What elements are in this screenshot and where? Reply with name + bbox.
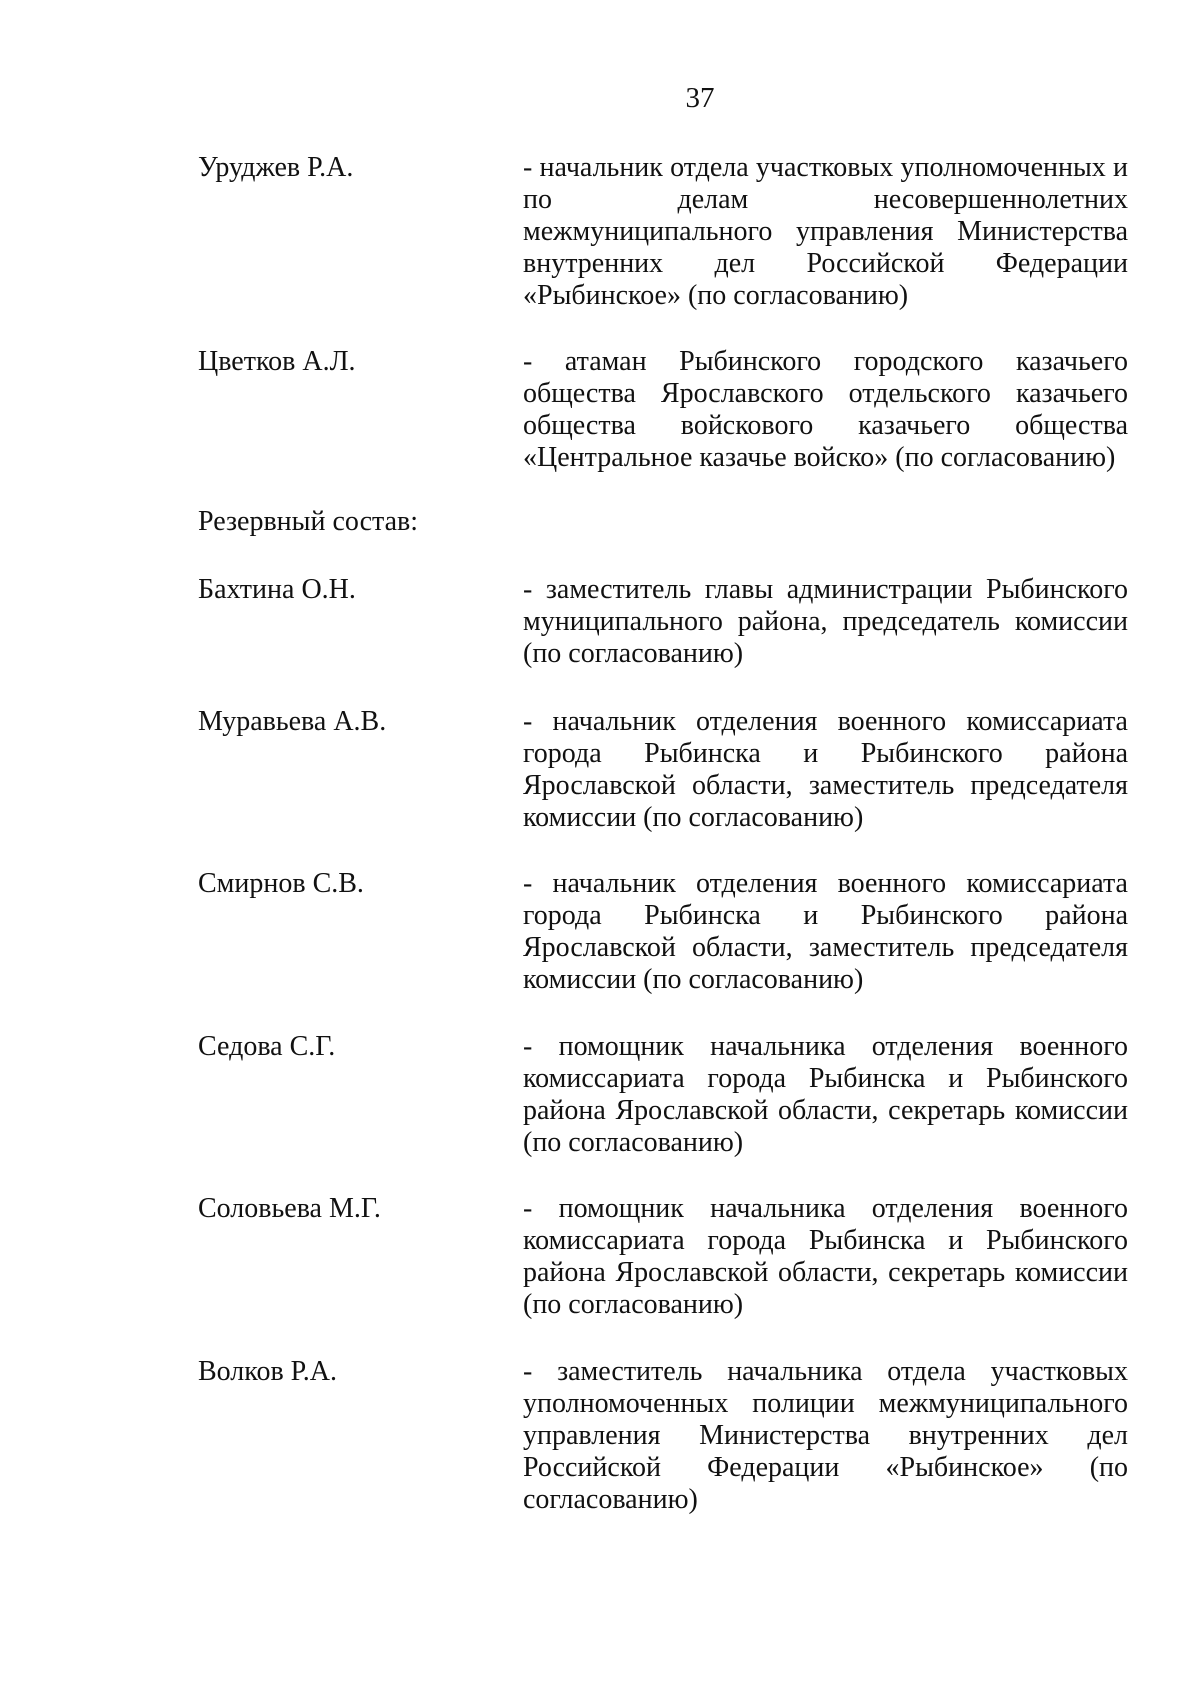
- member-name: Смирнов С.В.: [198, 868, 364, 899]
- reserve-member-entry: [198, 868, 1128, 996]
- reserve-member-entry: [198, 1031, 1128, 1159]
- member-role: - атаман Рыбинского городского казачьего общества Ярославского отдельского казачьего общества войскового казачьего общества «Центральное казачье войско» (по согласованию): [523, 346, 1128, 473]
- member-name: Соловьева М.Г.: [198, 1193, 381, 1224]
- member-role: - начальник отделения военного комиссариата города Рыбинска и Рыбинского района Ярославской области, заместитель председателя комиссии (по согласованию): [523, 706, 1128, 833]
- reserve-member-entry: [198, 1356, 1128, 1516]
- member-name: Седова С.Г.: [198, 1031, 336, 1062]
- member-name: Бахтина О.Н.: [198, 574, 356, 605]
- member-role: - начальник отдела участковых уполномоченных и по делам несовершеннолетних межмуниципального управления Министерства внутренних дел Российской Федерации «Рыбинское» (по согласованию): [523, 152, 1128, 311]
- page-number: 37: [685, 82, 715, 114]
- member-role: - помощник начальника отделения военного комиссариата города Рыбинска и Рыбинского района Ярославской области, секретарь комиссии (по согласованию): [523, 1193, 1128, 1320]
- reserve-member-entry: [198, 574, 1128, 670]
- member-entry: [198, 346, 1128, 474]
- reserve-member-entry: [198, 1193, 1128, 1321]
- member-name: Волков Р.А.: [198, 1356, 337, 1387]
- member-role: - заместитель начальника отдела участковых уполномоченных полиции межмуниципального управления Министерства внутренних дел Российской Федерации «Рыбинское» (по согласованию): [523, 1356, 1128, 1515]
- member-role: - помощник начальника отделения военного комиссариата города Рыбинска и Рыбинского района Ярославской области, секретарь комиссии (по согласованию): [523, 1031, 1128, 1158]
- member-name: Муравьева А.В.: [198, 706, 387, 737]
- member-role: - заместитель главы администрации Рыбинского муниципального района, председатель комиссии (по согласованию): [523, 574, 1128, 669]
- member-name: Цветков А.Л.: [198, 346, 356, 377]
- reserve-heading: Резервный состав:: [198, 506, 419, 537]
- member-entry: [198, 152, 1128, 312]
- member-role: - начальник отделения военного комиссариата города Рыбинска и Рыбинского района Ярославской области, заместитель председателя комиссии (по согласованию): [523, 868, 1128, 995]
- member-name: Уруджев Р.А.: [198, 152, 354, 183]
- reserve-member-entry: [198, 706, 1128, 834]
